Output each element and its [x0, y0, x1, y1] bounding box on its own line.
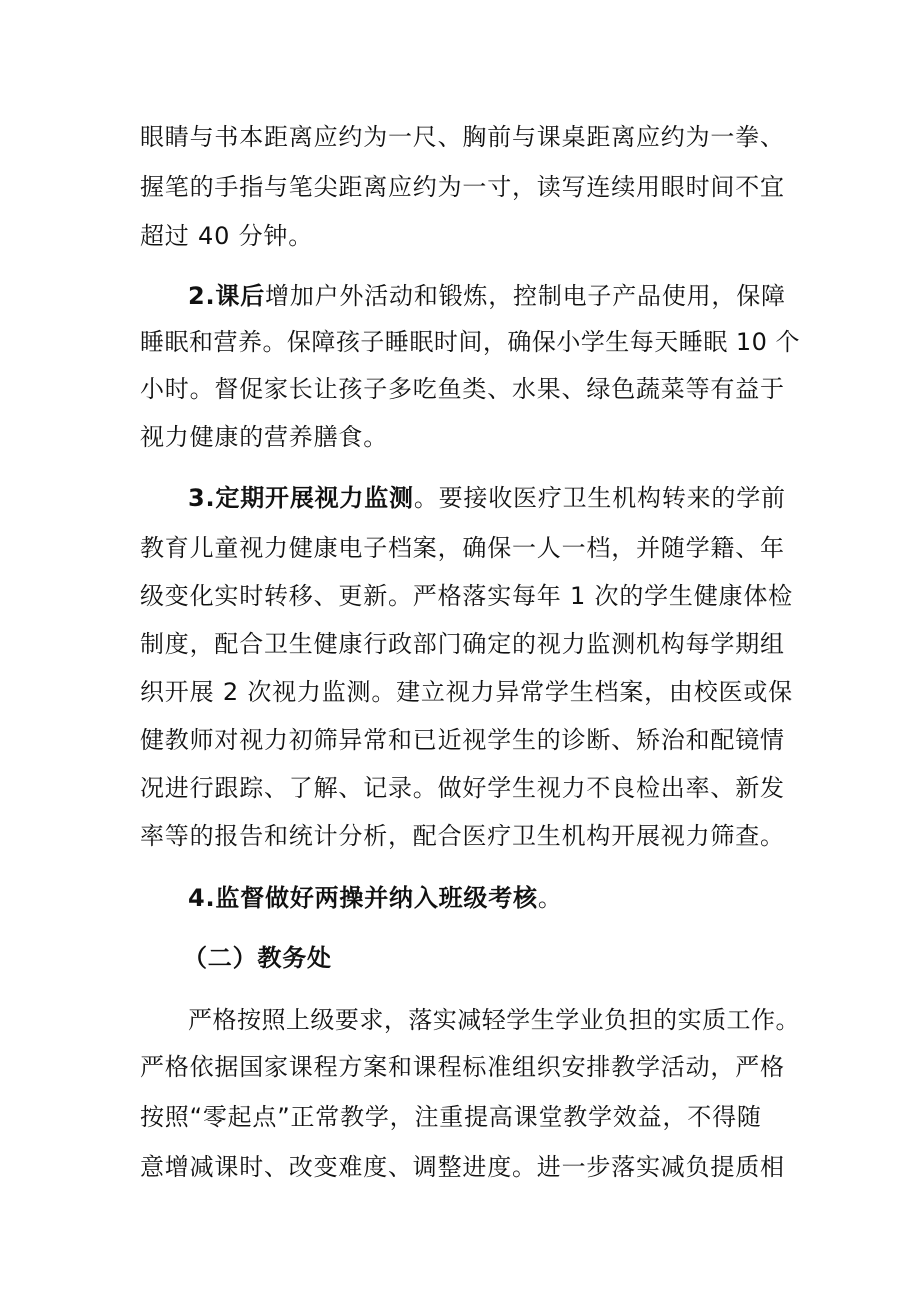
paragraph-line: 意增减课时、改变难度、调整进度。进一步落实减负提质相 [140, 1153, 785, 1181]
item-lead-bold: 3.定期开展视力监测 [188, 484, 414, 512]
paragraph-line: 超过 40 分钟。 [140, 222, 313, 250]
item-lead-bold: 4.监督做好两操并纳入班级考核 [188, 884, 538, 912]
item-lead-bold: 2.课后 [188, 282, 266, 310]
item-text: 增加户外活动和锻炼，控制电子产品使用，保障 [265, 282, 786, 310]
paragraph-line: 眼睛与书本距离应约为一尺、胸前与课桌距离应约为一拳、 [140, 123, 785, 151]
paragraph-line [188, 481, 786, 515]
paragraph-line: 率等的报告和统计分析，配合医疗卫生机构开展视力筛查。 [140, 822, 785, 850]
paragraph-line: 小时。督促家长让孩子多吃鱼类、水果、绿色蔬菜等有益于 [140, 375, 785, 403]
paragraph-line: 织开展 2 次视力监测。建立视力异常学生档案，由校医或保 [140, 678, 793, 706]
paragraph-line [188, 881, 563, 915]
paragraph-line: 严格依据国家课程方案和课程标准组织安排教学活动，严格 [140, 1053, 785, 1081]
paragraph-line: 睡眠和营养。保障孩子睡眠时间，确保小学生每天睡眠 10 个 [140, 328, 800, 356]
paragraph-line: 严格按照上级要求，落实减轻学生学业负担的实质工作。 [188, 1006, 800, 1034]
item-text: 。 [537, 884, 563, 912]
paragraph-line: 按照“零起点”正常教学，注重提高课堂教学效益，不得随 [140, 1103, 762, 1131]
paragraph-line: 健教师对视力初筛异常和已近视学生的诊断、矫治和配镜情 [140, 726, 785, 754]
paragraph-line: 级变化实时转移、更新。严格落实每年 1 次的学生健康体检 [140, 582, 793, 610]
paragraph-line: 制度，配合卫生健康行政部门确定的视力监测机构每学期组 [140, 630, 785, 658]
paragraph-line: 视力健康的营养膳食。 [140, 423, 388, 451]
paragraph-line: 教育儿童视力健康电子档案，确保一人一档，并随学籍、年 [140, 534, 785, 562]
paragraph-line: 况进行跟踪、了解、记录。做好学生视力不良检出率、新发 [140, 774, 785, 802]
item-text: 。要接收医疗卫生机构转来的学前 [413, 484, 786, 512]
paragraph-line: 握笔的手指与笔尖距离应约为一寸，读写连续用眼时间不宜 [140, 173, 785, 201]
paragraph-line [188, 279, 786, 313]
section-heading: （二）教务处 [183, 944, 332, 972]
